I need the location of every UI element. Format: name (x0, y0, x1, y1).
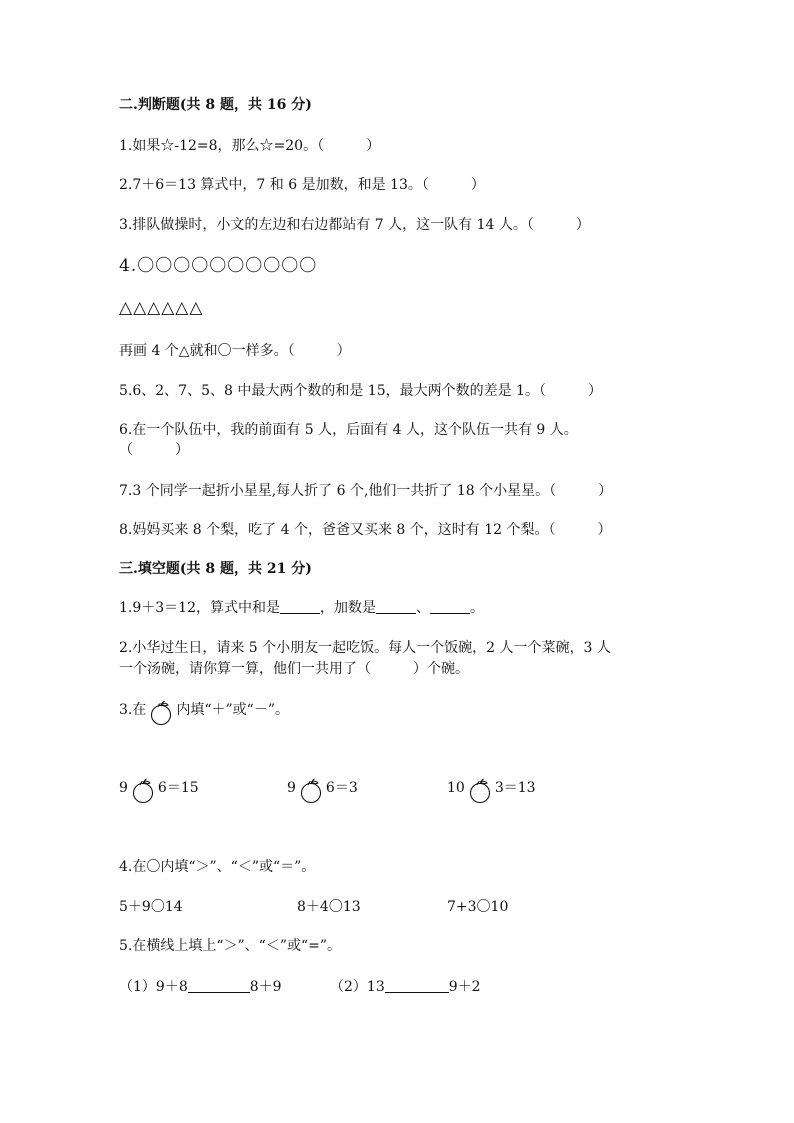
fill-question-3-equation-3 (447, 778, 536, 804)
fill-question-4-comparison-2[interactable]: 8＋4〇13 (297, 899, 361, 915)
answer-blank[interactable] (430, 599, 470, 614)
fill-question-1-text-a: 1.9＋3＝12，算式中和是 (119, 600, 280, 616)
fill-question-3-equation-1 (119, 778, 199, 804)
equation-right-side: 6＝15 (157, 780, 199, 796)
fill-question-5-part-1 (119, 977, 282, 997)
fill-question-3-text-a: 3.在 (119, 702, 147, 718)
part-1-right: 8＋9 (249, 979, 282, 995)
equation-right-side: 6＝3 (325, 780, 358, 796)
judgement-question-2: 2.7＋6＝13 算式中，7 和 6 是加数，和是 13。（ ） (119, 177, 485, 193)
fill-question-5-instruction: 5.在横线上填上“＞”、“＜”或“=”。 (119, 938, 342, 954)
fill-question-1-text-c: 、 (416, 600, 430, 616)
answer-blank[interactable] (376, 599, 416, 614)
fill-question-3-equation-2 (287, 778, 358, 804)
answer-blank[interactable] (280, 599, 320, 614)
judgement-question-4-statement: 再画 4 个△就和〇一样多。（ ） (119, 343, 351, 359)
apple-icon (147, 700, 175, 726)
fill-question-2-line-1: 2.小华过生日，请来 5 个小朋友一起吃饭。每人一个饭碗，2 人一个菜碗，3 人 (119, 640, 611, 656)
section-title-judgement: 二.判断题(共 8 题，共 16 分) (119, 97, 312, 113)
judgement-question-4-triangles: △△△△△△ (119, 298, 204, 318)
judgement-question-6-bracket: （ ） (119, 442, 189, 458)
judgement-question-4-circles: 4.〇〇〇〇〇〇〇〇〇〇 (119, 256, 318, 276)
judgement-question-5: 5.6、2、7、5、8 中最大两个数的和是 15，最大两个数的差是 1。（ ） (119, 383, 602, 399)
fill-question-1 (119, 598, 484, 618)
fill-question-2-line-2: 一个汤碗，请你算一算，他们一共用了（ ）个碗。 (119, 661, 469, 677)
answer-blank[interactable] (188, 978, 250, 993)
fill-question-3-text-b: 内填“＋”或“－”。 (176, 702, 289, 718)
fill-question-4-comparison-3[interactable]: 7+3〇10 (447, 899, 509, 915)
apple-icon[interactable] (129, 778, 157, 804)
equation-left-operand: 10 (447, 780, 465, 796)
judgement-question-1: 1.如果☆-12=8，那么☆=20。（ ） (119, 138, 381, 154)
fill-question-1-text-d: 。 (470, 600, 484, 616)
answer-blank[interactable] (385, 978, 449, 993)
fill-question-4-instruction: 4.在〇内填“＞”、“＜”或“＝”。 (119, 859, 316, 875)
part-2-left: （2）13 (330, 979, 385, 995)
judgement-question-6: 6.在一个队伍中，我的前面有 5 人，后面有 4 人，这个队伍一共有 9 人。 (119, 422, 578, 438)
apple-icon[interactable] (466, 778, 494, 804)
judgement-question-3: 3.排队做操时，小文的左边和右边都站有 7 人，这一队有 14 人。（ ） (119, 217, 590, 233)
apple-icon[interactable] (297, 778, 325, 804)
judgement-question-7: 7.3 个同学一起折小星星,每人折了 6 个,他们一共折了 18 个小星星。（ ） (119, 483, 613, 499)
fill-question-4-comparison-1[interactable]: 5＋9〇14 (119, 899, 183, 915)
fill-question-5-part-2 (330, 977, 481, 997)
equation-left-operand: 9 (119, 780, 128, 796)
judgement-question-8: 8.妈妈买来 8 个梨，吃了 4 个，爸爸又买来 8 个，这时有 12 个梨。（ ） (119, 522, 612, 538)
fill-question-3-instruction (119, 700, 289, 726)
part-1-left: （1）9＋8 (119, 979, 188, 995)
equation-right-side: 3＝13 (494, 780, 536, 796)
equation-left-operand: 9 (287, 780, 296, 796)
part-2-right: 9＋2 (448, 979, 481, 995)
section-title-fill-in: 三.填空题(共 8 题，共 21 分) (119, 561, 312, 577)
fill-question-1-text-b: ，加数是 (320, 600, 376, 616)
